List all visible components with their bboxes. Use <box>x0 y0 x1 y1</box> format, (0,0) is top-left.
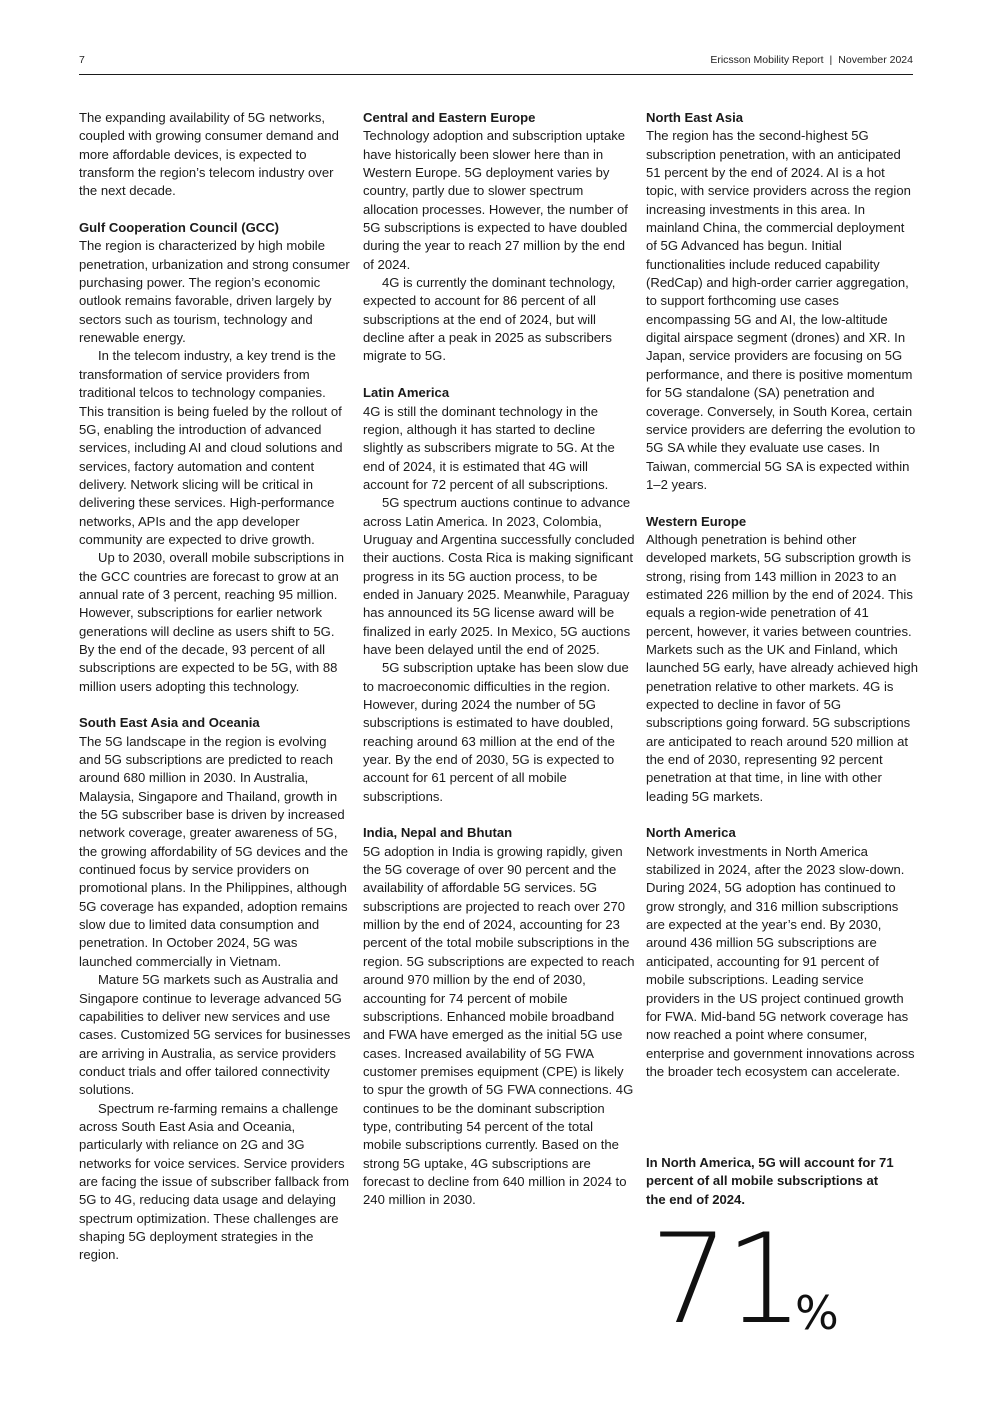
section-heading: India, Nepal and Bhutan <box>363 825 513 841</box>
paragraph: Although penetration is behind other developed markets, 5G subscription growth is strong, rising from 143 million in 2023 to an estimated 226 million by the end of 2024. This equals a region-wide penetration of 41 percent, however, it varies between countries. Markets such as the UK and Finland, which launched 5G early, have already achieved high penetration relative to other markets. 4G is expected to decline in favor of 5G subscriptions going forward. 5G subscriptions are anticipated to reach around 520 million at the end of 2030, representing 92 percent penetration at that time, in line with other leading 5G markets. <box>646 531 918 804</box>
report-date: November 2024 <box>838 54 913 66</box>
section-heading: North America <box>646 825 736 841</box>
paragraph: 5G subscription uptake has been slow due to macroeconomic difficulties in the region. However, during 2024 the number of 5G subscriptions is estimated to have doubled, reaching around 63 million at the end of the year. By the end of 2030, 5G is expected to account for 61 percent of all mobile subscriptions. <box>363 660 629 804</box>
section-gcc <box>79 219 351 696</box>
report-name: Ericsson Mobility Report <box>710 54 824 66</box>
intro-paragraph: The expanding availability of 5G networks, coupled with growing consumer demand and more affordable devices, is expected to transform the region’s telecom industry over the next decade. <box>79 110 339 199</box>
section-north-america <box>646 824 918 1081</box>
column-3 <box>646 109 918 1081</box>
paragraph: The region has the second-highest 5G subscription penetration, with an anticipated 51 percent by the end of 2024. AI is a hot topic, with service providers across the region increasing investments in this area. In mainland China, the commercial deployment of 5G Advanced has begun. Initial functionalities include reduced capability (RedCap) and high-order carrier aggregation, to support forthcoming use cases encompassing 5G and AI, the low-altitude digital airspace segment (drones) and XR. In Japan, service providers are focusing on 5G performance, and there is positive momentum for 5G standalone (SA) penetration and coverage. Conversely, in South Korea, certain service providers are deferring the evolution to 5G SA while they evaluate use cases. In Taiwan, commercial 5G SA is expected within 1–2 years. <box>646 128 916 492</box>
page-number: 7 <box>79 54 85 66</box>
paragraph: Technology adoption and subscription uptake have historically been slower here than in Western Europe. 5G deployment varies by country, partly due to slower spectrum allocation processes. However, the number of 5G subscriptions is expected to have doubled during the year to reach 27 million by the end of 2024. <box>363 128 628 272</box>
section-heading: Latin America <box>363 385 450 401</box>
paragraph: Up to 2030, overall mobile subscriptions in the GCC countries are forecast to grow at an annual rate of 3 percent, reaching 95 million. However, subscriptions for earlier network generations will decline as users shift to 5G. By the end of the decade, 93 percent of all subscriptions are expected to be 5G, with 88 million users adopting this technology. <box>79 550 345 694</box>
callout-big-number: 71 <box>650 1208 800 1352</box>
section-heading: Gulf Cooperation Council (GCC) <box>79 220 280 236</box>
page-header <box>79 52 913 75</box>
section-south-east-asia-oceania <box>79 714 351 1264</box>
callout-text: In North America, 5G will account for 71 percent of all mobile subscriptions at the end of 2024. <box>646 1155 894 1207</box>
column-2 <box>363 109 635 1210</box>
paragraph: 4G is still the dominant technology in the region, although it has started to decline slightly as subscribers migrate to 5G. At the end of 2024, it is estimated that 4G will account for 72 percent of all subscriptions. <box>363 403 615 492</box>
paragraph: In the telecom industry, a key trend is the transformation of service providers from traditional telcos to technology companies. This transition is being fueled by the rollout of 5G, enabling the introduction of advanced services, including AI and cloud solutions and services, factory automation and content delivery. Network slicing will be critical in delivering these services. High-performance networks, APIs and the app developer community are expected to drive growth. <box>79 348 343 547</box>
paragraph: 5G adoption in India is growing rapidly, given the 5G coverage of over 90 percent and the availability of affordable 5G services. 5G subscriptions are projected to reach over 270 million by the end of 2024, accounting for 23 percent of the total mobile subscriptions in the region. 5G subscriptions are expected to reach around 970 million by the end of 2030, accounting for 74 percent of mobile subscriptions. Enhanced mobile broadband and FWA have emerged as the initial 5G use cases. Increased availability of 5G FWA customer premises equipment (CPE) is likely to spur the growth of 5G FWA connections. 4G continues to be the dominant subscription type, contributing 54 percent of the total mobile subscriptions currently. Based on the strong 5G uptake, 4G subscriptions are forecast to decline from 640 million in 2024 to 240 million in 2030. <box>363 843 635 1208</box>
paragraph: 4G is currently the dominant technology, expected to account for 86 percent of all subscriptions at the end of 2024, but will decline after a peak in 2025 as subscribers migrate to 5G. <box>363 275 616 364</box>
header-separator: | <box>829 54 833 66</box>
paragraph: The 5G landscape in the region is evolving and 5G subscriptions are predicted to reach around 680 million in 2030. In Australia, Malaysia, Singapore and Thailand, growth in the 5G subscriber base is driven by increased network coverage, greater awareness of 5G, the growing affordability of 5G devices and the continued focus by service providers on promotional plans. In the Philippines, although 5G coverage has expanded, adoption remains slow due to limited data consumption and penetration. In October 2024, 5G was launched commercially in Vietnam. <box>79 733 349 969</box>
section-heading: Central and Eastern Europe <box>363 110 536 125</box>
report-title <box>710 54 913 66</box>
section-india-nepal-bhutan <box>363 824 635 1209</box>
paragraph: The region is characterized by high mobile penetration, urbanization and strong consumer purchasing power. The region’s economic outlook remains favorable, driven largely by sectors such as tourism, technology and renewable energy. <box>79 238 350 346</box>
paragraph: Mature 5G markets such as Australia and Singapore continue to leverage advanced 5G capabilities to deliver new services and use cases. Customized 5G services for businesses are arriving in Australia, as service providers conduct trials and offer tailored connectivity solutions. <box>79 972 351 1098</box>
callout-percent-sign: % <box>795 1286 839 1340</box>
section-central-eastern-europe <box>363 109 635 366</box>
column-1 <box>79 109 351 1265</box>
section-heading: North East Asia <box>646 110 744 125</box>
section-heading: Western Europe <box>646 513 747 529</box>
section-north-east-asia <box>646 109 918 494</box>
paragraph: 5G spectrum auctions continue to advance across Latin America. In 2023, Colombia, Uruguay and Argentina successfully concluded their auctions. Costa Rica is making significant progress in its 5G auction process, to be ended in January 2025. Meanwhile, Paraguay has announced its 5G license award will be finalized in early 2025. In Mexico, 5G auctions have been delayed until the end of 2025. <box>363 495 635 657</box>
paragraph: Network investments in North America stabilized in 2024, after the 2023 slow-down. During 2024, 5G adoption has continued to grow strongly, and 316 million subscriptions are expected at the year’s end. By 2030, around 436 million 5G subscriptions are anticipated, accounting for 91 percent of mobile subscriptions. Leading service providers in the US project continued growth for FWA. Mid-band 5G network coverage has now reached a point where consumer, enterprise and government innovations across the broader tech ecosystem can accelerate. <box>646 843 915 1079</box>
paragraph: Spectrum re-farming remains a challenge across South East Asia and Oceania, particularly with reliance on 2G and 3G networks for voice services. Service providers are facing the issue of subscriber fallback from 5G to 4G, reducing data usage and delaying spectrum optimization. These challenges are shaping 5G deployment strategies in the region. <box>79 1100 350 1263</box>
section-western-europe <box>646 513 918 807</box>
section-latin-america <box>363 384 635 806</box>
section-heading: South East Asia and Oceania <box>79 715 260 731</box>
